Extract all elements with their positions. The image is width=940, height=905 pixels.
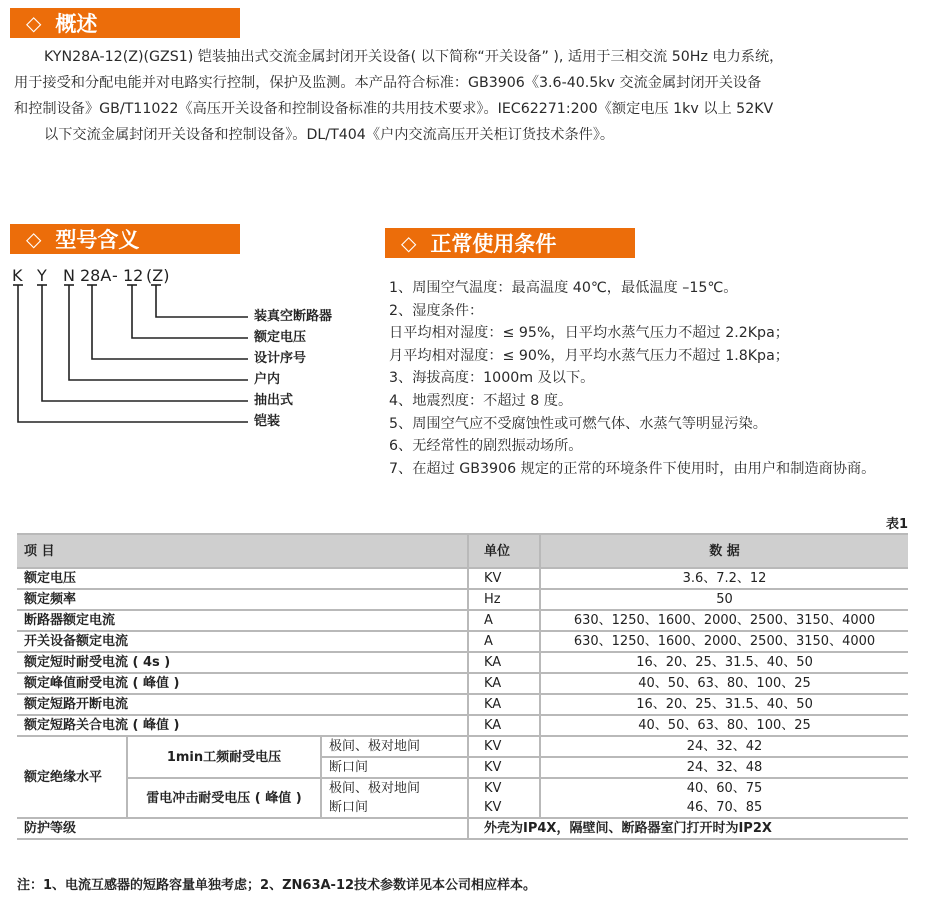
- row-unit: A: [468, 610, 540, 631]
- condition-item: 5、周围空气应不受腐蚀性或可燃气体、水蒸气等明显污染。: [389, 415, 767, 432]
- table-row: [17, 631, 908, 652]
- row-item: 防护等级: [17, 818, 468, 839]
- row-unit: KV: [468, 568, 540, 589]
- model-code-voltage: 12: [123, 266, 144, 285]
- overview-paragraph: [14, 44, 919, 148]
- footnote: 注：1、电流互感器的短路容量单独考虑；2、ZN63A-12技术参数详见本公司相应样本。: [17, 878, 537, 893]
- condition-item: 2、湿度条件：: [389, 302, 484, 319]
- row-data: 630、1250、1600、2000、2500、3150、4000: [540, 631, 908, 652]
- row-unit: KV: [468, 757, 540, 778]
- model-label: 额定电压: [254, 330, 307, 345]
- row-item: 额定短时耐受电流 ( 4s ): [17, 652, 468, 673]
- table-header-row: [17, 534, 908, 568]
- section-title: 型号含义: [55, 228, 140, 252]
- header-data: 数 据: [540, 534, 908, 568]
- row-unit: KV: [468, 736, 540, 757]
- header-unit: 单位: [468, 534, 540, 568]
- row-unit: KA: [468, 652, 540, 673]
- condition-item: 月平均相对湿度：≤ 90%，月平均水蒸气压力不超过 1.8Kpa；: [389, 347, 789, 364]
- header-item: 项 目: [17, 534, 468, 568]
- table-row-insulation: [17, 778, 908, 798]
- section-title: 正常使用条件: [430, 232, 557, 256]
- insulation-sub: 极间、极对地间: [321, 778, 468, 798]
- model-code-series: 28A: [80, 266, 112, 285]
- row-unit: Hz: [468, 589, 540, 610]
- row-data: 46、70、85: [540, 798, 908, 818]
- conditions-list: [389, 277, 929, 480]
- table-row-protection: [17, 818, 908, 839]
- table-row: [17, 568, 908, 589]
- model-code-z: (Z): [146, 266, 170, 285]
- row-data: 16、20、25、31.5、40、50: [540, 652, 908, 673]
- model-label: 设计序号: [254, 351, 307, 366]
- overview-line: 用于接受和分配电能并对电路实行控制，保护及监测。本产品符合标准：GB3906《3.6-40.5kv 交流金属封闭开关设备: [14, 75, 762, 91]
- row-data: 50: [540, 589, 908, 610]
- leader-y: [42, 285, 248, 401]
- condition-item: 7、在超过 GB3906 规定的正常的环境条件下使用时，由用户和制造商协商。: [389, 460, 876, 477]
- row-data: 3.6、7.2、12: [540, 568, 908, 589]
- table-row: [17, 715, 908, 736]
- section-title: 概述: [55, 12, 98, 36]
- table-row: [17, 694, 908, 715]
- row-unit: KA: [468, 694, 540, 715]
- row-item: 额定短路开断电流: [17, 694, 468, 715]
- condition-item: 4、地震烈度：不超过 8 度。: [389, 392, 573, 409]
- row-unit: KV: [468, 778, 540, 798]
- insulation-sub: 极间、极对地间: [321, 736, 468, 757]
- model-code-diagram: [0, 262, 370, 437]
- row-item: 额定电压: [17, 568, 468, 589]
- condition-item: 3、海拔高度：1000m 及以下。: [389, 370, 595, 387]
- diamond-outline-icon: ◇: [26, 11, 42, 35]
- overview-line: 以下交流金属封闭开关设备和控制设备》。DL/T404《户内交流高压开关柜订货技术条件》。: [44, 127, 615, 143]
- leader-series: [92, 285, 248, 359]
- row-item: 额定频率: [17, 589, 468, 610]
- model-label: 装真空断路器: [254, 309, 333, 324]
- table-row: [17, 673, 908, 694]
- row-item: 额定峰值耐受电流 ( 峰值 ): [17, 673, 468, 694]
- row-item: 开关设备额定电流: [17, 631, 468, 652]
- model-code-k: K: [12, 266, 23, 285]
- table-row: [17, 610, 908, 631]
- row-data: 外壳为IP4X，隔壁间、断路器室门打开时为IP2X: [468, 818, 908, 839]
- row-data: 40、50、63、80、100、25: [540, 715, 908, 736]
- row-unit: KA: [468, 715, 540, 736]
- diamond-outline-icon: ◇: [26, 227, 42, 251]
- leader-n: [69, 285, 248, 380]
- table-row-insulation: [17, 736, 908, 757]
- section-header-model: [10, 224, 240, 254]
- insulation-sub: 断口间: [321, 798, 468, 818]
- condition-item: 1、周围空气温度：最高温度 40℃，最低温度 –15℃。: [389, 280, 738, 296]
- row-item: 断路器额定电流: [17, 610, 468, 631]
- insulation-group: 1min工频耐受电压: [127, 736, 321, 778]
- row-item: 额定短路关合电流 ( 峰值 ): [17, 715, 468, 736]
- model-label: 铠装: [254, 414, 281, 429]
- row-data: 24、32、48: [540, 757, 908, 778]
- condition-item: 6、无经常性的剧烈振动场所。: [389, 438, 583, 455]
- model-leader-lines: [0, 262, 370, 437]
- model-code-dash: -: [112, 266, 118, 285]
- insulation-sub: 断口间: [321, 757, 468, 778]
- row-unit: A: [468, 631, 540, 652]
- row-unit: KV: [468, 798, 540, 818]
- model-label: 抽出式: [254, 393, 294, 408]
- diamond-outline-icon: ◇: [401, 231, 417, 255]
- leader-voltage: [132, 285, 248, 338]
- spec-table: [17, 533, 908, 840]
- row-unit: KA: [468, 673, 540, 694]
- table-caption: 表1: [885, 517, 908, 532]
- insulation-group: 雷电冲击耐受电压 ( 峰值 ): [127, 778, 321, 818]
- row-data: 16、20、25、31.5、40、50: [540, 694, 908, 715]
- table-row: [17, 652, 908, 673]
- section-header-overview: [10, 8, 240, 38]
- leader-z: [156, 285, 248, 317]
- row-data: 40、50、63、80、100、25: [540, 673, 908, 694]
- model-code-y: Y: [37, 266, 47, 285]
- section-header-conditions: [385, 228, 635, 258]
- row-data: 630、1250、1600、2000、2500、3150、4000: [540, 610, 908, 631]
- row-data: 40、60、75: [540, 778, 908, 798]
- model-label: 户内: [254, 372, 281, 387]
- overview-line: KYN28A-12(Z)(GZS1) 铠装抽出式交流金属封闭开关设备( 以下简称“开关设备” ), 适用于三相交流 50Hz 电力系统，: [44, 49, 784, 65]
- model-code-n: N: [63, 266, 75, 285]
- table-row: [17, 589, 908, 610]
- overview-line: 和控制设备》GB/T11022《高压开关设备和控制设备标准的共用技术要求》。IEC62271:200《额定电压 1kv 以上 52KV: [14, 101, 774, 117]
- condition-item: 日平均相对湿度：≤ 95%，日平均水蒸气压力不超过 2.2Kpa；: [389, 325, 789, 342]
- row-data: 24、32、42: [540, 736, 908, 757]
- insulation-item: 额定绝缘水平: [17, 736, 127, 818]
